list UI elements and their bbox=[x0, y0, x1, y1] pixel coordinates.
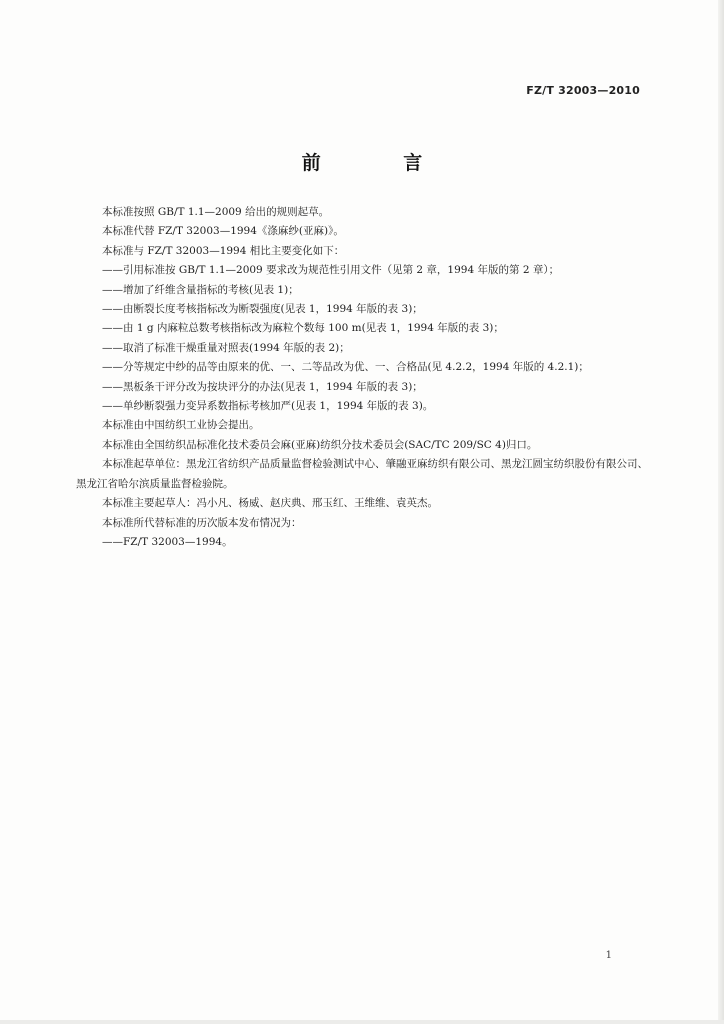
history-item: ——FZ/T 32003—1994。 bbox=[102, 535, 233, 548]
standard-code: FZ/T 32003—2010 bbox=[526, 84, 640, 97]
paragraph-changes-intro: 本标准与 FZ/T 32003—1994 相比主要变化如下： bbox=[102, 244, 345, 257]
page-number: 1 bbox=[605, 950, 612, 961]
change-item-dry-weight: ——取消了标准干燥重量对照表(1994 年版的表 2)； bbox=[102, 341, 350, 354]
page-title: 前 言 bbox=[301, 152, 461, 174]
paragraph-drafters: 本标准主要起草人：冯小凡、杨威、赵庆典、邢玉红、王维维、袁英杰。 bbox=[102, 497, 438, 510]
paragraph-drafting-rules: 本标准按照 GB/T 1.1—2009 给出的规则起草。 bbox=[102, 206, 330, 218]
paragraph-proposed-by: 本标准由中国纺织工业协会提出。 bbox=[102, 419, 260, 432]
foreword-body bbox=[76, 203, 656, 552]
paragraph-replaces: 本标准代替 FZ/T 32003—1994《涤麻纱(亚麻)》。 bbox=[102, 225, 344, 238]
change-item-fiber-content: ——增加了纤维含量指标的考核(见表 1)； bbox=[102, 283, 299, 296]
change-item-blackboard: ——黑板条干评分改为按块评分的办法(见表 1，1994 年版的表 3)； bbox=[102, 380, 423, 393]
scan-edge-bottom bbox=[0, 1020, 724, 1024]
paragraph-administered-by: 本标准由全国纺织品标准化技术委员会麻(亚麻)纺织分技术委员会(SAC/TC 209/SC 4)归口。 bbox=[102, 438, 538, 451]
change-item-grades: ——分等规定中纱的品等由原来的优、一、二等品改为优、一、合格品(见 4.2.2，1994 年版的 4.2.1)； bbox=[102, 361, 589, 374]
paragraph-history-intro: 本标准所代替标准的历次版本发布情况为： bbox=[102, 516, 302, 529]
change-item-references: ——引用标准按 GB/T 1.1—2009 要求改为规范性引用文件（见第 2 章，1994 年版的第 2 章）； bbox=[102, 264, 560, 277]
change-item-neps: ——由 1 g 内麻粒总数考核指标改为麻粒个数每 100 m(见表 1，1994 年版的表 3)； bbox=[102, 322, 504, 335]
paragraph-drafting-units: 本标准起草单位：黑龙江省纺织产品质量监督检验测试中心、肇融亚麻纺织有限公司、黑龙江圆宝纺织股份有限公司、黑龙江省哈尔滨质量监督检验院。 bbox=[76, 458, 648, 490]
change-item-cv: ——单纱断裂强力变异系数指标考核加严(见表 1，1994 年版的表 3)。 bbox=[102, 400, 434, 413]
change-item-breaking-strength: ——由断裂长度考核指标改为断裂强度(见表 1，1994 年版的表 3)； bbox=[102, 303, 423, 316]
